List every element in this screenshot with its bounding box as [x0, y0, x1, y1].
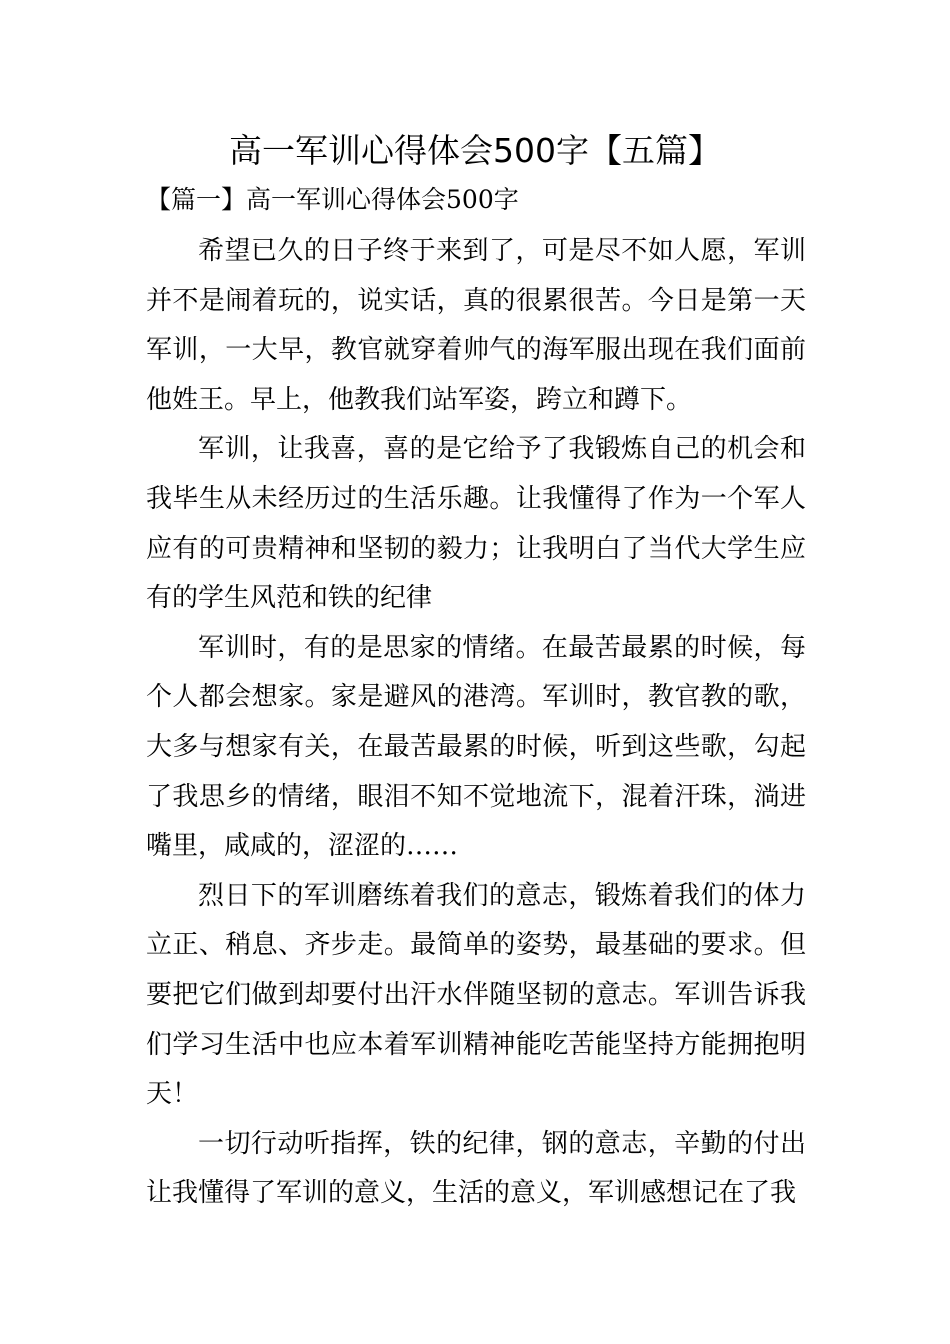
document-title: 高一军训心得体会500字【五篇】 [229, 131, 721, 170]
paragraph-4: 烈日下的军训磨练着我们的意志，锻炼着我们的体力立正、稍息、齐步走。最简单的姿势，最基础的要求。但要把它们做到却要付出汗水伴随坚韧的意志。军训告诉我们学习生活中也应本着军训精神能吃苦能坚持方能拥抱明天！ [146, 880, 806, 1110]
paragraph-2: 军训，让我喜，喜的是它给予了我锻炼自己的机会和我毕生从未经历过的生活乐趣。让我懂得了作为一个军人应有的可贵精神和坚韧的毅力；让我明白了当代大学生应有的学生风范和铁的纪律 [146, 434, 806, 614]
paragraph-3: 军训时，有的是思家的情绪。在最苦最累的时候，每个人都会想家。家是避风的港湾。军训时，教官教的歌，大多与想家有关，在最苦最累的时候，听到这些歌，勾起了我思乡的情绪，眼泪不知不觉地流下，混着汗珠，淌进嘴里，咸咸的，涩涩的…… [146, 632, 806, 862]
paragraph-5: 一切行动听指挥，铁的纪律，钢的意志，辛勤的付出让我懂得了军训的意义，生活的意义，军训感想记在了我 [146, 1128, 806, 1209]
section-heading: 【篇一】高一军训心得体会500字 [146, 185, 519, 214]
document-body [146, 177, 806, 1219]
paragraph-1: 希望已久的日子终于来到了，可是尽不如人愿，军训并不是闹着玩的，说实话，真的很累很苦。今日是第一天军训，一大早，教官就穿着帅气的海军服出现在我们面前他姓王。早上，他教我们站军姿，跨立和蹲下。 [146, 236, 806, 415]
